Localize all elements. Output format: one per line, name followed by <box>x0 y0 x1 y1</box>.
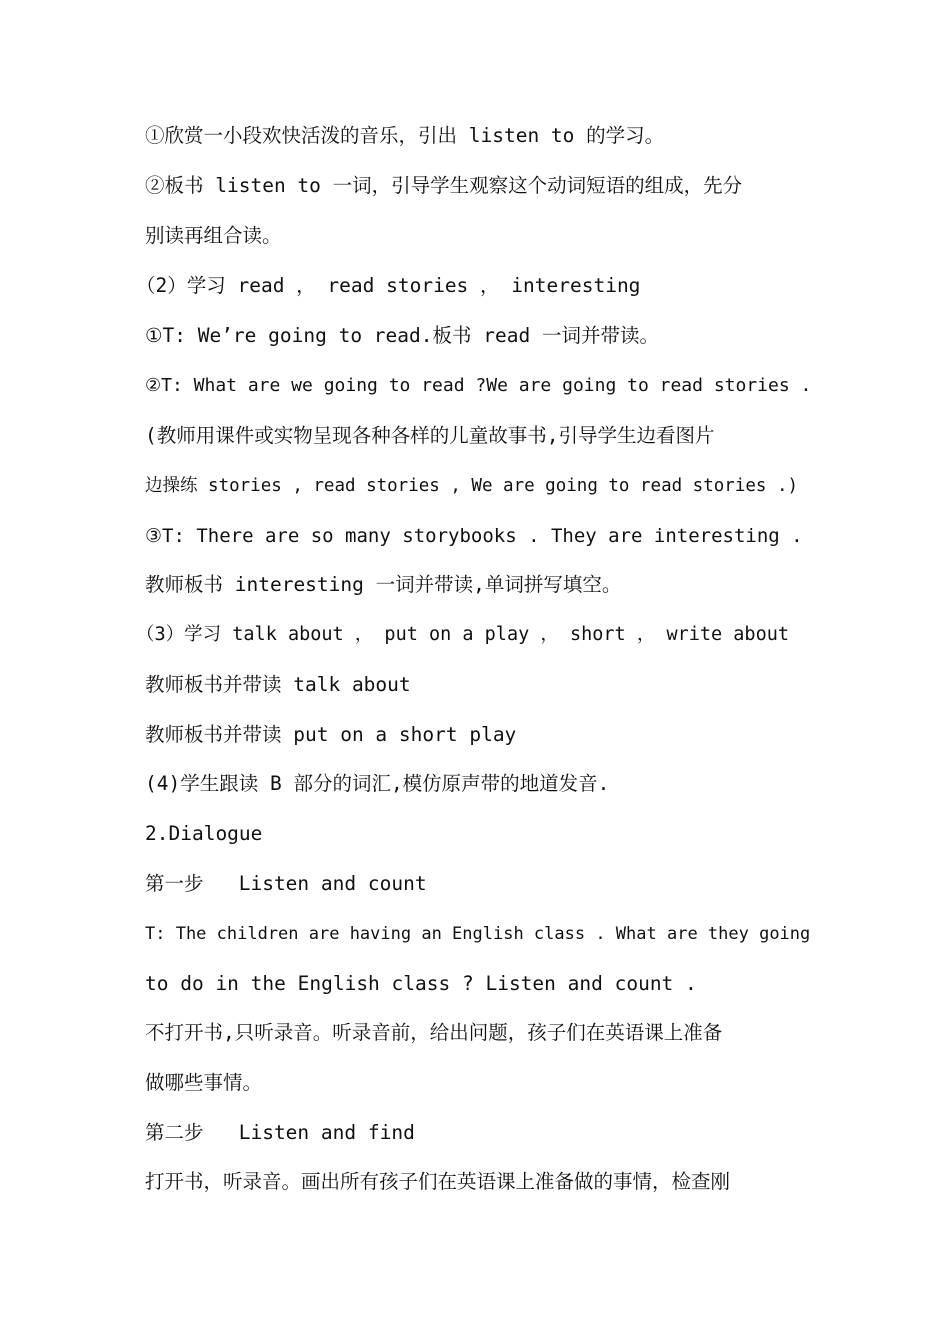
section-heading: （2）学习 read ， read stories ， interesting <box>136 274 641 297</box>
text-line: ①欣赏一小段欢快活泼的音乐，引出 listen to 的学习。 <box>145 124 665 147</box>
text-line: 教师板书并带读 put on a short play <box>145 723 517 746</box>
section-heading: （3）学习 talk about ， put on a play ， short ， write about <box>136 624 789 645</box>
text-line: ①T: We’re going to read.板书 read 一词并带读。 <box>145 324 659 347</box>
text-line: 教师板书并带读 talk about <box>145 673 411 696</box>
text-line: ②板书 listen to 一词，引导学生观察这个动词短语的组成，先分 <box>145 174 743 197</box>
section-heading: 2.Dialogue <box>145 822 263 845</box>
text-line: 边操练 stories , read stories , We are going to read stories .) <box>145 476 799 496</box>
text-line: 别读再组合读。 <box>145 224 282 247</box>
text-line: 教师板书 interesting 一词并带读,单词拼写填空。 <box>145 573 622 596</box>
text-line: (4)学生跟读 B 部分的词汇,模仿原声带的地道发音. <box>145 772 610 795</box>
text-line: 做哪些事情。 <box>145 1071 263 1094</box>
step-heading: 第二步 Listen and find <box>145 1121 415 1144</box>
text-line: 不打开书,只听录音。听录音前，给出问题，孩子们在英语课上准备 <box>145 1021 723 1044</box>
step-heading: 第一步 Listen and count <box>145 872 427 895</box>
text-line: to do in the English class ? Listen and count . <box>145 972 697 995</box>
text-line: (教师用课件或实物呈现各种各样的儿童故事书,引导学生边看图片 <box>145 424 715 447</box>
text-line: ②T: What are we going to read ?We are going to read stories . <box>145 375 812 396</box>
text-line: ③T: There are so many storybooks . They are interesting . <box>145 525 803 547</box>
text-line: T: The children are having an English class . What are they going <box>145 924 811 944</box>
text-line: 打开书，听录音。画出所有孩子们在英语课上准备做的事情，检查刚 <box>145 1170 731 1193</box>
